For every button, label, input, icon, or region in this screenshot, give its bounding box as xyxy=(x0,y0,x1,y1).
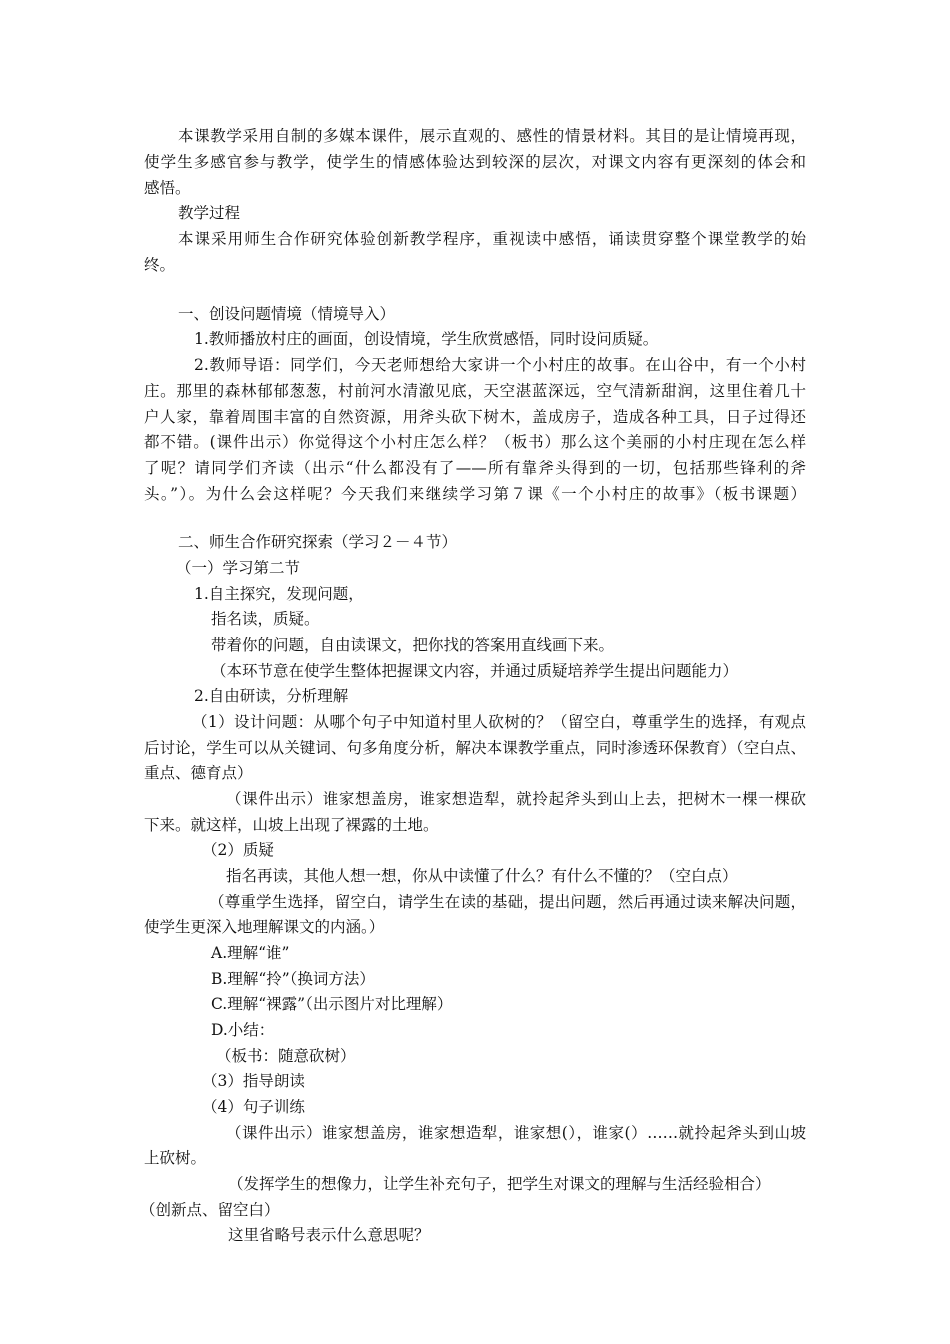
text-line: 指名读，质疑。 xyxy=(211,610,320,628)
text-line: （发挥学生的想像力，让学生补充句子，把学生对课文的理解与生活经验相合） xyxy=(228,1175,771,1193)
text-line: （板书：随意砍树） xyxy=(216,1047,356,1065)
text-line: 带着你的问题，自由读课文，把你找的答案用直线画下来。 xyxy=(211,636,615,654)
text-line: （4）句子训练 xyxy=(202,1098,305,1116)
text-line: B.理解“拎”（换词方法） xyxy=(211,970,375,988)
text-line: 本课采用师生合作研究体验创新教学程序，重视读中感悟，诵读贯穿整个课堂教学的始 xyxy=(178,230,806,248)
text-line: 后讨论，学生可以从关键词、句多角度分析，解决本课教学重点，同时渗透环保教育）（空白点、 xyxy=(144,739,806,757)
text-line: （2）质疑 xyxy=(202,841,274,859)
text-line: （尊重学生选择，留空白，请学生在读的基础，提出问题，然后再通过读来解决问题， xyxy=(209,893,806,911)
text-line: 感悟。 xyxy=(144,179,191,197)
text-line: 了呢？请同学们齐读（出示“什么都没有了——所有靠斧头得到的一切，包括那些锋利的斧 xyxy=(144,459,806,477)
text-line: 2.教师导语：同学们，今天老师想给大家讲一个小村庄的故事。在山谷中，有一个小村 xyxy=(194,356,806,374)
text-line: 终。 xyxy=(144,256,176,274)
text-line: 本课教学采用自制的多媒本课件，展示直观的、感性的情景材料。其目的是让情境再现， xyxy=(178,127,806,145)
text-line: （3）指导朗读 xyxy=(202,1072,305,1090)
text-line: A.理解“谁” xyxy=(211,944,290,962)
text-line: （课件出示）谁家想盖房，谁家想造犁，就拎起斧头到山上去，把树木一棵一棵砍 xyxy=(226,790,806,808)
text-line: 1.教师播放村庄的画面，创设情境，学生欣赏感悟，同时设问质疑。 xyxy=(194,330,659,348)
text-line: （本环节意在使学生整体把握课文内容，并通过质疑培养学生提出问题能力） xyxy=(211,662,739,680)
text-line: 重点、德育点） xyxy=(144,764,253,782)
section-heading: 教学过程 xyxy=(178,204,241,222)
text-line: （一）学习第二节 xyxy=(176,559,301,577)
section-heading: 一、创设问题情境（情境导入） xyxy=(178,305,396,323)
text-line: 1.自主探究，发现问题， xyxy=(194,585,364,603)
text-line: 使学生更深入地理解课文的内涵。） xyxy=(144,918,385,936)
text-line: 都不错。(课件出示）你觉得这个小村庄怎么样？（板书）那么这个美丽的小村庄现在怎么样 xyxy=(144,433,806,451)
text-line: 下来。就这样，山坡上出现了裸露的土地。 xyxy=(144,816,439,834)
text-line: 户人家，靠着周围丰富的自然资源，用斧头砍下树木，盖成房子，造成各种工具，日子过得还 xyxy=(144,408,806,426)
text-line: （1）设计问题：从哪个句子中知道村里人砍树的？（留空白，尊重学生的选择，有观点 xyxy=(192,713,806,731)
text-line: 头。”）。为什么会这样呢？今天我们来继续学习第７课《一个小村庄的故事》（板书课题） xyxy=(144,485,806,503)
text-line: （创新点、留空白） xyxy=(140,1201,280,1219)
text-line: （课件出示）谁家想盖房，谁家想造犁，谁家想(），谁家(）……就拎起斧头到山坡 xyxy=(226,1124,806,1142)
text-line: 2.自由研读，分析理解 xyxy=(194,687,349,705)
text-line: 使学生多感官参与教学，使学生的情感体验达到较深的层次，对课文内容有更深刻的体会和 xyxy=(144,153,806,171)
text-line: 这里省略号表示什么意思呢？ xyxy=(228,1226,430,1244)
text-line: 庄。那里的森林郁郁葱葱，村前河水清澈见底，天空湛蓝深远，空气清新甜润，这里住着几十 xyxy=(144,382,806,400)
text-line: 上砍树。 xyxy=(144,1149,207,1167)
text-line: 指名再读，其他人想一想，你从中读懂了什么？有什么不懂的？（空白点） xyxy=(226,867,738,885)
text-line: C.理解“裸露”（出示图片对比理解） xyxy=(211,995,453,1013)
section-heading: 二、师生合作研究探索（学习２－４节） xyxy=(178,533,458,551)
text-line: D.小结： xyxy=(211,1021,275,1039)
